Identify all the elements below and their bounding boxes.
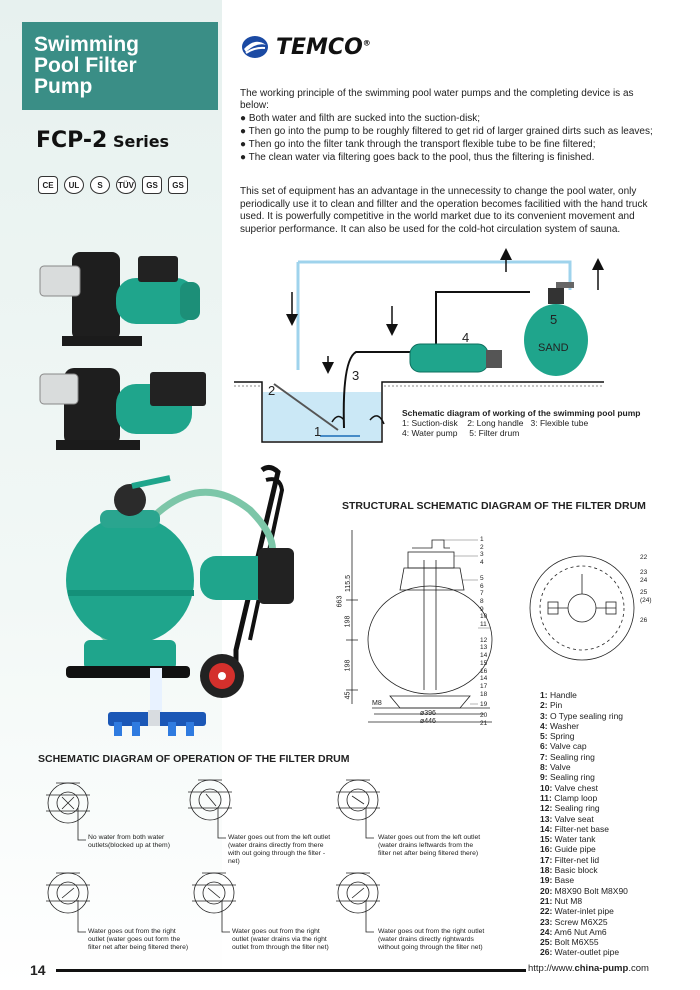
- intro-bullet: ● Then go into the filter tank through the transport flexible tube to be fine filtered;: [240, 139, 596, 150]
- part-number: 21:: [540, 895, 553, 906]
- callout: 14: [480, 652, 488, 660]
- working-label-5: 5: [550, 312, 558, 327]
- callout: 5: [480, 574, 484, 582]
- part-name: Am6 Nut Am6: [554, 926, 607, 937]
- structural-title: STRUCTURAL SCHEMATIC DIAGRAM OF THE FILTER DRUM: [342, 500, 646, 512]
- part-name: M8X90 Bolt M8X90: [554, 885, 628, 896]
- callout: 25: [640, 589, 648, 596]
- parts-list-item: [540, 875, 690, 885]
- valve-op-diagram-3: [336, 780, 380, 838]
- series-word: Series: [112, 132, 170, 151]
- part-name: Spring: [549, 731, 575, 742]
- callout: 18: [480, 690, 488, 698]
- part-name: Sealing ring: [549, 772, 595, 783]
- callout: 9: [480, 605, 484, 613]
- part-number: 7:: [540, 751, 548, 762]
- dim-label: 45: [344, 691, 352, 700]
- ce-mark-icon: CE: [38, 176, 58, 194]
- valve-op-diagram-4: [46, 873, 90, 932]
- parts-list-item: [540, 855, 690, 865]
- gs-mark-icon: GS: [142, 176, 162, 194]
- part-name: Valve: [549, 762, 571, 773]
- part-name: Clamp loop: [554, 792, 598, 803]
- part-number: 5:: [540, 731, 548, 742]
- parts-list-item: [540, 906, 690, 916]
- part-name: Filter-net base: [554, 823, 610, 834]
- parts-list-item: [540, 844, 690, 854]
- part-name: Sealing ring: [549, 751, 595, 762]
- operation-note-3: Water goes out from the left outlet (water drains leftwards from the filter net after being filtered there): [378, 834, 481, 857]
- part-number: 25:: [540, 937, 553, 948]
- part-name: Guide pipe: [554, 844, 596, 855]
- part-name: Washer: [549, 720, 579, 731]
- part-name: Sealing ring: [554, 803, 600, 814]
- part-number: 19:: [540, 875, 553, 886]
- url-domain: china-pump: [574, 963, 629, 974]
- parts-list-item: [540, 690, 690, 700]
- dim-label: 198: [344, 659, 352, 672]
- series-code: FCP-2: [36, 128, 108, 153]
- callout: 20: [480, 712, 488, 720]
- part-name: Basic block: [554, 865, 598, 876]
- operation-note-2: Water goes out from the left outlet (water drains directly from there with out going through the filter - net): [228, 834, 331, 865]
- parts-list-item: [540, 783, 690, 793]
- callout: 17: [480, 682, 488, 690]
- part-name: Filter-net lid: [554, 854, 600, 865]
- callout: 12: [480, 636, 488, 644]
- pump-photo-2: [40, 368, 206, 450]
- url-prefix: http://www.: [528, 963, 575, 974]
- caption-line: 4: Water pump 5: Filter drum: [402, 428, 520, 438]
- dim-label: ø396: [420, 710, 436, 717]
- operation-note-1: No water from both water outlets(blocked up at them): [88, 834, 170, 849]
- parts-list-item: [540, 803, 690, 813]
- part-number: 14:: [540, 823, 553, 834]
- caption-title: Schematic diagram of working of the swimming pool pump: [402, 408, 641, 418]
- part-name: Nut M8: [554, 895, 583, 906]
- working-label-4: 4: [462, 330, 470, 345]
- operation-note-4: Water goes out from the right outlet (water goes out form the filter net after being filtered there): [88, 928, 189, 951]
- pump-photo-1: [40, 252, 200, 346]
- parts-list-item: [540, 711, 690, 721]
- parts-list-item: [540, 772, 690, 782]
- part-number: 12:: [540, 803, 553, 814]
- footer-rule: [56, 969, 526, 972]
- parts-list-item: [540, 917, 690, 927]
- parts-list-item: [540, 741, 690, 751]
- part-number: 2:: [540, 700, 548, 711]
- parts-list-item: [540, 721, 690, 731]
- working-label-1: 1: [314, 424, 322, 439]
- callouts-right: [640, 554, 652, 625]
- parts-list-item: [540, 834, 690, 844]
- callouts-left: [480, 536, 487, 727]
- url-suffix: .com: [628, 963, 649, 974]
- title-line-3: Pump: [34, 75, 93, 98]
- part-name: Base: [554, 875, 575, 886]
- intro-bullet: ● Both water and filth are sucked into the suction-disk;: [240, 113, 481, 124]
- part-name: Handle: [549, 690, 577, 700]
- part-number: 17:: [540, 854, 553, 865]
- parts-list-item: [540, 731, 690, 741]
- working-label-2: 2: [268, 383, 276, 398]
- tuv-mark-icon: TÜV: [116, 176, 136, 194]
- callout: 26: [640, 617, 648, 624]
- part-number: 15:: [540, 834, 553, 845]
- callout: 11: [480, 621, 487, 629]
- part-number: 24:: [540, 926, 553, 937]
- callout: 4: [480, 559, 484, 567]
- intro-lead: The working principle of the swimming pool water pumps and the completing device is as below:: [240, 88, 634, 111]
- filter-cart-photo: [66, 467, 294, 736]
- dim-label: 198: [344, 615, 352, 628]
- part-number: 16:: [540, 844, 553, 855]
- callout: 3: [480, 551, 484, 559]
- s-mark-icon: S: [90, 176, 110, 194]
- parts-list-item: [540, 814, 690, 824]
- callout: 1: [480, 536, 484, 543]
- parts-list-item: [540, 896, 690, 906]
- parts-list-item: [540, 947, 690, 957]
- footer-url[interactable]: [528, 963, 649, 974]
- callout: 6: [480, 582, 484, 590]
- parts-list-item: [540, 824, 690, 834]
- callout: (24): [640, 597, 652, 604]
- valve-op-diagram-1: [46, 783, 90, 840]
- part-number: 9:: [540, 772, 548, 783]
- dim-label: 115.5: [345, 575, 352, 592]
- sand-label: SAND: [538, 342, 569, 354]
- dim-label: M8: [372, 700, 382, 707]
- callout: 7: [480, 590, 484, 598]
- part-number: 22:: [540, 906, 553, 917]
- part-name: Valve cap: [549, 741, 587, 752]
- part-number: 4:: [540, 720, 548, 731]
- parts-list: [540, 690, 690, 958]
- parts-list-item: [540, 752, 690, 762]
- callout: 15: [480, 659, 488, 667]
- operation-note-5: Water goes out from the right outlet (water drains via the right outlet from through the filter net): [232, 928, 329, 951]
- parts-list-item: [540, 700, 690, 710]
- part-number: 10:: [540, 782, 553, 793]
- dim-label: ø446: [420, 718, 436, 725]
- callout: 2: [480, 543, 484, 551]
- intro-bullet: ● Then go into the pump to be roughly filtered to get rid of larger grained dirts such as leaves;: [240, 126, 653, 137]
- callout: 16: [480, 667, 488, 675]
- part-name: Water-outlet pipe: [554, 947, 620, 958]
- parts-list-item: [540, 793, 690, 803]
- part-number: 3:: [540, 710, 548, 721]
- valve-op-diagram-5: [192, 873, 236, 932]
- tuv-gs-mark-icon: GS: [168, 176, 188, 194]
- callout: 19: [480, 701, 488, 709]
- title-line-1: Swimming: [34, 33, 140, 56]
- part-name: O Type sealing ring: [549, 710, 624, 721]
- parts-list-item: [540, 865, 690, 875]
- part-name: Water-inlet pipe: [554, 906, 614, 917]
- part-number: 1:: [540, 690, 548, 700]
- callout: 10: [480, 613, 488, 621]
- operation-title: SCHEMATIC DIAGRAM OF OPERATION OF THE FILTER DRUM: [38, 753, 350, 765]
- valve-op-diagram-6: [336, 873, 380, 932]
- part-number: 11:: [540, 792, 552, 803]
- part-number: 18:: [540, 865, 553, 876]
- part-number: 6:: [540, 741, 548, 752]
- callout: 14: [480, 675, 488, 683]
- part-name: Valve seat: [554, 813, 594, 824]
- parts-list-item: [540, 927, 690, 937]
- part-name: Pin: [549, 700, 563, 711]
- part-number: 20:: [540, 885, 553, 896]
- part-number: 26:: [540, 947, 553, 958]
- intro-bullet: ● The clean water via filtering goes back to the pool, thus the filtering is finished.: [240, 152, 595, 163]
- working-caption: [402, 408, 641, 438]
- part-name: Valve chest: [554, 782, 598, 793]
- dim-label: 663: [336, 595, 344, 608]
- page-number: 14: [30, 962, 46, 978]
- valve-op-diagram-2: [188, 780, 232, 838]
- title-line-2: Pool Filter: [34, 54, 137, 77]
- callout: 22: [640, 554, 648, 561]
- caption-line: 1: Suction-disk 2: Long handle 3: Flexible tube: [402, 418, 589, 428]
- callout: 13: [480, 644, 488, 652]
- parts-list-item: [540, 937, 690, 947]
- brand-name: TEMCO®: [276, 34, 371, 60]
- callout: 24: [640, 577, 648, 584]
- callout: 23: [640, 569, 648, 576]
- part-number: 13:: [540, 813, 553, 824]
- parts-list-item: [540, 886, 690, 896]
- operation-note-6: Water goes out from the right outlet (water drains directly rightwards without going through the filter net): [378, 928, 485, 951]
- part-number: 23:: [540, 916, 553, 927]
- parts-list-item: [540, 762, 690, 772]
- intro-paragraph: This set of equipment has an advantage in the unnecessity to change the pool water, only periodically use it to clean and fillter and the operation becomes facilitied with the hand truck used. It is powerfully competitive in the world market due to its convenient movement and superior performance. It can also be used for the cold-hot circulation system of sauna.: [240, 186, 648, 235]
- part-number: 8:: [540, 762, 548, 773]
- callout: 8: [480, 597, 484, 605]
- callout: 21: [480, 719, 488, 727]
- working-label-3: 3: [352, 368, 360, 383]
- part-name: Water tank: [554, 834, 596, 845]
- ul-mark-icon: UL: [64, 176, 84, 194]
- part-name: Screw M6X25: [554, 916, 608, 927]
- part-name: Bolt M6X55: [554, 937, 599, 948]
